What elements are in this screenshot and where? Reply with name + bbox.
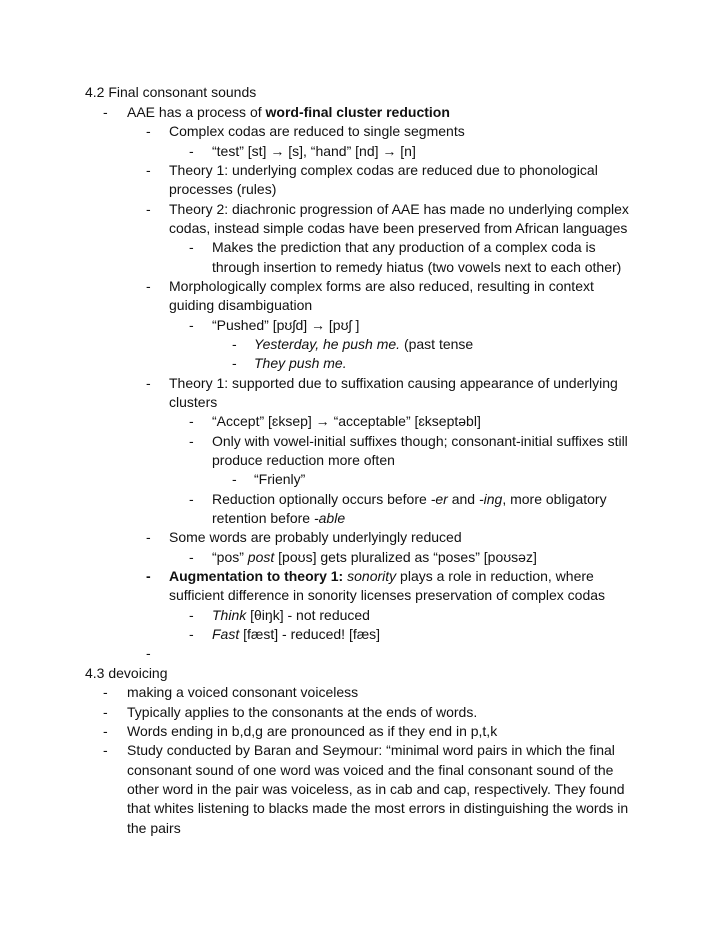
bullet: - — [103, 684, 108, 700]
list-item — [0, 238, 720, 258]
item-text: sufficient difference in sonority licenses preservation of complex codas — [169, 587, 606, 603]
list-item — [0, 625, 720, 645]
list-item — [0, 335, 720, 355]
bullet: - — [232, 471, 237, 487]
list-item — [0, 354, 720, 374]
list-item — [0, 567, 720, 587]
bold-term: word-final cluster reduction — [265, 104, 450, 120]
item-text: Theory 1: underlying complex codas are reduced due to phonological — [169, 162, 598, 178]
bullet: - — [103, 704, 108, 720]
section-heading-4-3 — [0, 664, 720, 684]
item-text: , more obligatory — [502, 491, 607, 507]
list-item — [0, 374, 720, 394]
heading-text: 4.3 devoicing — [85, 665, 168, 681]
item-continuation — [0, 219, 720, 239]
empty-list-item — [0, 644, 720, 664]
bullet: - — [103, 742, 108, 758]
item-text: Reduction optionally occurs before — [212, 491, 431, 507]
bullet: - — [232, 336, 237, 352]
list-item — [0, 470, 720, 490]
list-item — [0, 316, 720, 336]
bullet: - — [146, 529, 151, 545]
item-text: retention before — [212, 510, 314, 526]
item-continuation — [0, 258, 720, 278]
item-text: Some words are probably underlyingly reduced — [169, 529, 462, 545]
item-text: other word in the pair was voiceless, as in cab and cap, respectively. They found — [127, 781, 625, 797]
item-continuation — [0, 586, 720, 606]
bold-term: Augmentation to theory 1: — [169, 568, 344, 584]
bullet: - — [189, 413, 194, 429]
bullet: - — [189, 433, 194, 449]
bullet: - — [146, 278, 151, 294]
bullet: - — [189, 143, 194, 159]
list-item — [0, 722, 720, 742]
item-text: Theory 1: supported due to suffixation causing appearance of underlying — [169, 375, 618, 391]
item-text: Theory 2: diachronic progression of AAE has made no underlying complex — [169, 201, 629, 217]
bullet: - — [146, 123, 151, 139]
item-text: Only with vowel-initial suffixes though; consonant-initial suffixes still — [212, 433, 628, 449]
item-text: that whites listening to blacks made the most errors in distinguishing the words in — [127, 800, 629, 816]
heading-text: 4.2 Final consonant sounds — [85, 84, 257, 100]
bullet: - — [146, 568, 151, 584]
bullet: - — [146, 645, 151, 661]
bullet: - — [103, 723, 108, 739]
item-text: Study conducted by Baran and Seymour: “minimal word pairs in which the final — [127, 742, 615, 758]
bullet: - — [146, 162, 151, 178]
item-continuation — [0, 451, 720, 471]
list-item — [0, 277, 720, 297]
suffix-er: -er — [430, 491, 448, 507]
item-text: AAE has a process of — [127, 104, 266, 120]
item-text: “Frienly” — [254, 471, 306, 487]
item-text: the pairs — [127, 820, 181, 836]
item-text: codas, instead simple codas have been preserved from African languages — [169, 220, 628, 236]
italic-word: Think — [212, 607, 247, 623]
bullet: - — [189, 239, 194, 255]
item-text: and — [447, 491, 479, 507]
bullet: - — [189, 491, 194, 507]
italic-word: Fast — [212, 626, 240, 642]
item-text: [fæst] - reduced! [fæs] — [239, 626, 381, 642]
item-text: plays a role in reduction, where — [396, 568, 594, 584]
list-item — [0, 490, 720, 510]
item-continuation — [0, 780, 720, 800]
list-item — [0, 200, 720, 220]
item-text: produce reduction more often — [212, 452, 395, 468]
bullet: - — [189, 549, 194, 565]
list-item — [0, 122, 720, 142]
list-item — [0, 432, 720, 452]
item-continuation — [0, 509, 720, 529]
item-text: processes (rules) — [169, 181, 277, 197]
item-text: Morphologically complex forms are also reduced, resulting in context — [169, 278, 594, 294]
item-text: making a voiced consonant voiceless — [127, 684, 359, 700]
suffix-able: -able — [313, 510, 346, 526]
list-item — [0, 161, 720, 181]
item-text: clusters — [169, 394, 218, 410]
list-item — [0, 683, 720, 703]
bullet: - — [146, 201, 151, 217]
list-item — [0, 548, 720, 568]
bullet: - — [146, 375, 151, 391]
item-text: [θiŋk] - not reduced — [246, 607, 370, 623]
bullet: - — [189, 626, 194, 642]
bullet: - — [189, 317, 194, 333]
item-text: through insertion to remedy hiatus (two vowels next to each other) — [212, 259, 622, 275]
suffix-ing: -ing — [478, 491, 503, 507]
item-text: Words ending in b,d,g are pronounced as if they end in p,t,k — [127, 723, 498, 739]
bullet: - — [103, 104, 108, 120]
item-text: “pos” — [212, 549, 248, 565]
item-text: “Accept” [ɛksep] → “acceptable” [ɛkseptəbl] — [212, 413, 481, 429]
italic-word: sonority — [347, 568, 397, 584]
list-item — [0, 142, 720, 162]
section-heading-4-2 — [0, 83, 720, 103]
bullet: - — [232, 355, 237, 371]
item-text: “Pushed” [pʊʃd] → [pʊʃ ] — [212, 317, 360, 333]
item-text: Typically applies to the consonants at the ends of words. — [127, 704, 478, 720]
example-sentence: Yesterday, he push me. — [254, 336, 401, 352]
item-continuation — [0, 180, 720, 200]
item-text: (past tense — [400, 336, 474, 352]
list-item — [0, 103, 720, 123]
item-continuation — [0, 819, 720, 839]
item-text: consonant sound of one word was voiced and the final consonant sound of the — [127, 762, 614, 778]
item-continuation — [0, 799, 720, 819]
list-item — [0, 528, 720, 548]
item-continuation — [0, 296, 720, 316]
list-item — [0, 412, 720, 432]
item-text: Complex codas are reduced to single segments — [169, 123, 465, 139]
item-continuation — [0, 393, 720, 413]
list-item — [0, 703, 720, 723]
bullet: - — [189, 607, 194, 623]
example-sentence: They push me. — [254, 355, 347, 371]
italic-word: post — [247, 549, 275, 565]
item-text: “test” [st] → [s], “hand” [nd] → [n] — [212, 143, 416, 159]
item-continuation — [0, 761, 720, 781]
item-text: [poʊs] gets pluralized as “poses” [poʊsəz] — [274, 549, 537, 565]
list-item — [0, 741, 720, 761]
item-text: guiding disambiguation — [169, 297, 313, 313]
item-text: Makes the prediction that any production of a complex coda is — [212, 239, 596, 255]
list-item — [0, 606, 720, 626]
